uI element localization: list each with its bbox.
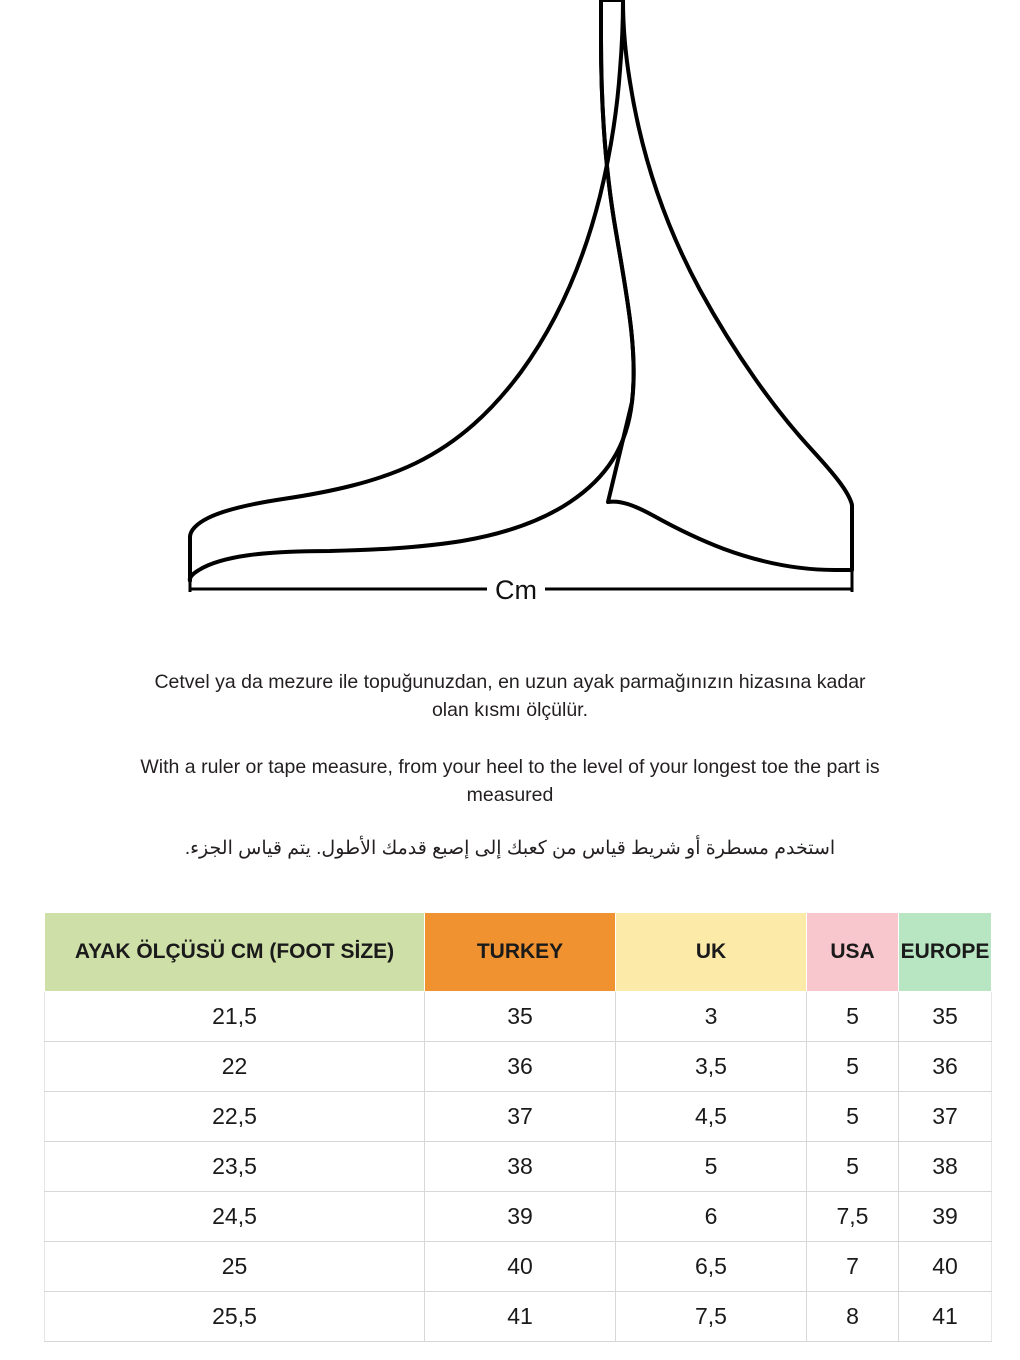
instruction-turkish: Cetvel ya da mezure ile topuğunuzdan, en uzun ayak parmağınızın hizasına kadar olan kısmı ölçülür. — [154, 671, 866, 722]
cell-europe: 38 — [899, 1142, 992, 1192]
cell-foot-size: 22 — [45, 1042, 425, 1092]
cell-europe: 37 — [899, 1092, 992, 1142]
measure-unit-label: Cm — [487, 575, 545, 606]
cell-foot-size: 22,5 — [45, 1092, 425, 1142]
cell-usa: 5 — [807, 1042, 899, 1092]
cell-uk: 6,5 — [616, 1242, 807, 1292]
cell-foot-size: 24,5 — [45, 1192, 425, 1242]
cell-usa: 5 — [807, 1142, 899, 1192]
cell-turkey: 39 — [425, 1192, 616, 1242]
cell-uk: 6 — [616, 1192, 807, 1242]
cell-usa: 7,5 — [807, 1192, 899, 1242]
column-header-usa: USA — [807, 913, 899, 992]
cell-europe: 36 — [899, 1042, 992, 1092]
foot-illustration-svg — [0, 0, 1020, 630]
column-header-turkey: TURKEY — [425, 913, 616, 992]
cell-uk: 4,5 — [616, 1092, 807, 1142]
cell-uk: 3,5 — [616, 1042, 807, 1092]
table-header-row — [45, 913, 992, 992]
cell-europe: 41 — [899, 1292, 992, 1342]
table-row — [45, 1292, 992, 1342]
cell-turkey: 40 — [425, 1242, 616, 1292]
cell-turkey: 35 — [425, 992, 616, 1042]
table-row — [45, 1192, 992, 1242]
cell-uk: 3 — [616, 992, 807, 1042]
size-table-wrap — [44, 912, 991, 1342]
cell-europe: 39 — [899, 1192, 992, 1242]
cell-turkey: 41 — [425, 1292, 616, 1342]
instruction-english: With a ruler or tape measure, from your heel to the level of your longest toe the part is measured — [140, 755, 880, 806]
table-row — [45, 1242, 992, 1292]
foot-diagram — [0, 0, 1020, 630]
cell-usa: 7 — [807, 1242, 899, 1292]
cell-turkey: 37 — [425, 1092, 616, 1142]
cell-uk: 7,5 — [616, 1292, 807, 1342]
table-row — [45, 1092, 992, 1142]
table-head — [45, 913, 992, 992]
cell-turkey: 36 — [425, 1042, 616, 1092]
cell-usa: 8 — [807, 1292, 899, 1342]
cell-foot-size: 21,5 — [45, 992, 425, 1042]
cell-usa: 5 — [807, 992, 899, 1042]
column-header-europe: EUROPE — [899, 913, 992, 992]
instructions-block — [0, 668, 1020, 863]
cell-foot-size: 25,5 — [45, 1292, 425, 1342]
column-header-foot-size: AYAK ÖLÇÜSÜ CM (FOOT SİZE) — [45, 913, 425, 992]
cell-turkey: 38 — [425, 1142, 616, 1192]
table-row — [45, 1042, 992, 1092]
table-row — [45, 1142, 992, 1192]
table-row — [45, 992, 992, 1042]
cell-europe: 40 — [899, 1242, 992, 1292]
cell-europe: 35 — [899, 992, 992, 1042]
cell-foot-size: 23,5 — [45, 1142, 425, 1192]
table-body — [45, 992, 992, 1342]
cell-foot-size: 25 — [45, 1242, 425, 1292]
column-header-uk: UK — [616, 913, 807, 992]
cell-usa: 5 — [807, 1092, 899, 1142]
foot-top-outline — [190, 0, 634, 581]
size-conversion-table — [44, 912, 992, 1342]
foot-heel-outline — [601, 0, 852, 570]
cell-uk: 5 — [616, 1142, 807, 1192]
instruction-arabic: استخدم مسطرة أو شريط قياس من كعبك إلى إصبع قدمك الأطول. يتم قياس الجزء. — [184, 838, 836, 860]
